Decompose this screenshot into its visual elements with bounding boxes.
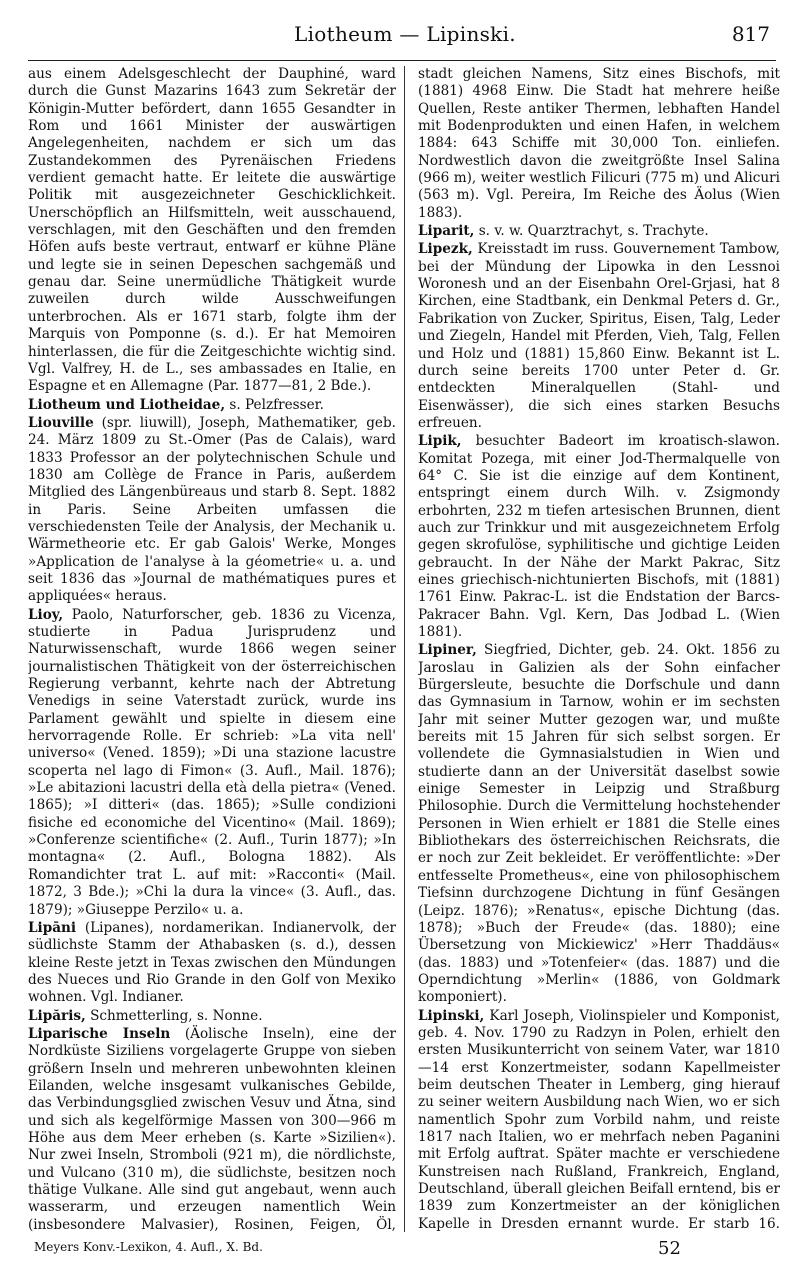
entry-text: Siegfried, Dichter, geb. 24. Okt. 1856 zu Jaroslau in Galizien als der Sohn einfacher Bürgersleute, besuchte die Dorfschule und dann das Gymnasium in Tarnow, wohin er im sechsten Jahr mit seiner Mutter gezogen war, und mußte bereits mit 15 Jahren für sich selbst sorgen. Er vollendete die Gymnasialstudien in Wien und studierte dann an der Universität daselbst sowie einige Semester in Leipzig und Straßburg Philosophie. Durch die Vermittelung hochstehender Personen in Wien erhielt er 1881 die Stelle eines Bibliothekars des österreichischen Reichsrats, die er noch zur Zeit bekleidet. Er veröffentlichte: »Der entfesselte Prometheus«, eine von philosophischem Tiefsinn durchzogene Dichtung in fünf Gesängen (Leipz. 1876); »Renatus«, epische Dichtung (das. 1878); »Buch der Freude« (das. 1880); eine Übersetzung von Mickiewicz' »Herr Thaddäus« (das. 1883) und »Totenfeier« (das. 1887) und die Operndichtung »Merlin« (1886, von Goldmark komponiert). [418, 642, 780, 1006]
entry-text: aus einem Adelsgeschlecht der Dauphiné, ward durch die Gunst Mazarins 1643 zum Sekretär der Königin-Mutter befördert, dann 1655 Gesandter in Rom und 1661 Minister der auswärtigen Angelegenheiten, nachdem er sich um das Zustandekommen des Pyrenäischen Friedens verdient gemacht hatte. Er leitete die auswärtige Politik mit ausgezeichneter Geschicklichkeit. Unerschöpflich an Hilfsmitteln, weit ausschauend, verschlagen, mit den Geschäften und den fremden Höfen aufs beste vertraut, entwarf er kühne Pläne und legte sie in seinen Depeschen sachgemäß und genau dar. Seine unermüdliche Thätigkeit wurde zuweilen durch wilde Ausschweifungen unterbrochen. Als er 1671 starb, folgte ihm der Marquis von Pomponne (s. d.). Er hat Memoiren hinterlassen, die für die Zeitgeschichte wichtig sind. Vgl. Valfrey, H. de L., ses ambassades en Italie, en Espagne et en Allemagne (Par. 1877—81, 2 Bde.). [28, 66, 396, 395]
entry-headword: Liotheum und Liotheidae, [28, 396, 226, 413]
entry-text: s. v. w. Quarztrachyt, s. Trachyte. [474, 223, 709, 240]
entry-text: Schmetterling, s. Nonne. [85, 1007, 263, 1024]
entry-text: (Äolische Inseln), eine der Nordküste Siziliens vorgelagerte Gruppe von sieben größern Inseln und mehreren unbewohnten kleinen Eilanden, welche insgesamt vulkanisches Gebilde, das Verbindungsglied zwischen Vesuv und Ätna, sind und sich als kegelförmige Massen von 300—966 m Höhe aus dem Meer erheben (s. Karte »Sizilien«). Nur zwei Inseln, Stromboli (921 m), die nördlichste, und Vulcano (310 m), die südlichste, besitzen noch thätige Vulkane. Alle sind gut angebaut, wenn auch wasserarm, und erzeugen namentlich Wein (insbesondere Malvasier), Rosinen, Feigen, Öl, [28, 1025, 396, 1232]
entry-headword: Liparische Inseln [28, 1025, 171, 1042]
entry-continuation [418, 66, 780, 222]
entry-headword: Liparit, [418, 223, 475, 240]
printer-signature: Meyers Konv.-Lexikon, 4. Aufl., X. Bd. [34, 1240, 263, 1254]
entry-headword: Liouville [28, 414, 94, 431]
sheet-number: 52 [658, 1238, 681, 1259]
entry-headword: Lipinski, [418, 1007, 485, 1024]
page-title: Liotheum — Lipinski. [294, 22, 516, 46]
header-rule [28, 60, 776, 61]
entry-headword: Lipāni [28, 919, 77, 936]
entry-liouville [28, 415, 396, 606]
entry-lipiner [418, 642, 780, 1006]
entry-lioy [28, 607, 396, 919]
page-footer [28, 1238, 776, 1262]
entry-continuation [28, 66, 396, 396]
entry-text: stadt gleichen Namens, Sitz eines Bischofs, mit (1881) 4968 Einw. Die Stadt hat mehrere heiße Quellen, Reste antiker Thermen, lebhaften Handel mit Bodenprodukten und einen Hafen, in welchem 1884: 643 Schiffe mit 30,000 Ton. einliefen. Nordwestlich davon die zweitgrößte Insel Salina (966 m), weiter westlich Filicuri (775 m) und Alicuri (563 m). Vgl. Pereira, Im Reiche des Äolus (Wien 1883). [418, 66, 780, 221]
entry-liparis [28, 1008, 396, 1025]
entry-lipik [418, 433, 780, 641]
column-divider [404, 66, 405, 1232]
entry-text: (Lipanes), nordamerikan. Indianervolk, der südlichste Stamm der Athabasken (s. d.), dessen kleine Reste jetzt in Texas zwischen den Mündungen des Nueces und Rio Grande in den Golf von Mexiko wohnen. Vgl. Indianer. [28, 919, 396, 1006]
entry-lipezk [418, 241, 780, 432]
entry-headword: Lipik, [418, 433, 462, 450]
entry-text: Paolo, Naturforscher, geb. 1836 zu Vicenza, studierte in Padua Jurisprudenz und Naturwissenschaft, wurde 1866 wegen seiner journalistischen Thätigkeit von der österreichischen Regierung verbannt, kehrte nach der Abtretung Venedigs in seine Vaterstadt zurück, wurde ins Parlament gewählt und spielte in diesem eine hervorragende Rolle. Er schrieb: »La vita nell' universo« (Vened. 1859); »Di una stazione lacustre scoperta nel lago di Fimon« (3. Aufl., Mail. 1876); »Le abitazioni lacustri della età della pietra« (Vened. 1865); »I ditteri« (das. 1865); »Sulle condizioni fisiche ed economiche del Vicentino« (Mail. 1869); »Conferenze scientifiche« (2. Aufl., Turin 1877); »In montagna« (2. Aufl., Bologna 1882). Als Romandichter trat L. auf mit: »Racconti« (Mail. 1872, 3 Bde.); »Chi la dura la vince« (3. Aufl., das. 1879); »Giuseppe Perzilo« u. a. [28, 606, 396, 918]
entry-lipani [28, 920, 396, 1007]
page-number: 817 [731, 22, 770, 46]
entry-text: Kreisstadt im russ. Gouvernement Tambow, bei der Mündung der Lipowka in den Lessnoi Woronesh und an der Eisenbahn Orel-Grjasi, hat 8 Kirchen, eine Stadtbank, ein Denkmal Peters d. Gr., Fabrikation von Zucker, Spiritus, Eisen, Talg, Leder und Ziegeln, Handel mit Pferden, Vieh, Talg, Fellen und Holz und (1881) 15,860 Einw. Bekannt ist L. durch seine bereits 1700 unter Peter d. Gr. entdeckten Mineralquellen (Stahl- und Eisenwässer), die sich eines starken Besuchs erfreuen. [418, 241, 780, 431]
left-column [28, 66, 396, 1232]
entry-headword: Lipiner, [418, 642, 477, 659]
entry-text: besuchter Badeort im kroatisch-slawon. Komitat Pozega, mit einer Jod-Thermalquelle von 64° C. Sie ist die einzige auf dem Kontinent, entspringt einem durch Wilh. v. Zsigmondy erbohrten, 232 m tiefen artesischen Brunnen, dient auch zur Trinkkur und mit ausgezeichnetem Erfolg gegen skrofulöse, syphilitische und gichtige Leiden gebraucht. In der Nähe der Markt Pakrac, Sitz eines griechisch-nichtunierten Bischofs, mit (1881) 1761 Einw. Pakrac-L. ist die Endstation der Barcs-Pakracer Bahn. Vgl. Kern, Das Jodbad L. (Wien 1881). [418, 433, 780, 640]
entry-liparische-inseln [28, 1026, 396, 1232]
right-column [418, 66, 780, 1232]
page-header [40, 22, 770, 62]
entry-text: (spr. liuwill), Joseph, Mathematiker, geb. 24. März 1809 zu St.-Omer (Pas de Calais), ward 1833 Professor an der polytechnischen Schule und 1830 am Collège de France in Paris, außerdem Mitglied des Längenbüreaus und starb 8. Sept. 1882 in Paris. Seine Arbeiten umfassen die verschiedensten Teile der Analysis, der Mechanik u. Wärmetheorie etc. Er gab Galois' Werke, Monges »Application de l'analyse à la géometrie« u. a. und seit 1836 das »Journal de mathématiques pures et appliquées« heraus. [28, 414, 396, 605]
entry-liparit [418, 223, 780, 240]
entry-text: s. Pelzfresser. [225, 396, 325, 413]
entry-text: Karl Joseph, Violinspieler und Komponist, geb. 4. Nov. 1790 zu Radzyn in Polen, erhielt den ersten Musikunterricht von seinem Vater, war 1810—14 erst Konzertmeister, sodann Kapellmeister beim deutschen Theater in Lemberg, ging hierauf zu seiner weitern Ausbildung nach Wien, wo er sich namentlich Spohr zum Vorbild nahm, und reiste 1817 nach Italien, wo er mehrfach neben Paganini mit Erfolg auftrat. Später machte er verschiedene Kunstreisen nach Rußland, Frankreich, England, Deutschland, überall gleichen Beifall erntend, bis er 1839 zum Konzertmeister an der königlichen Kapelle in Dresden ernannt wurde. Er starb 16. [418, 1007, 780, 1232]
entry-liotheum [28, 397, 396, 414]
entry-headword: Lipăris, [28, 1007, 86, 1024]
entry-lipinski [418, 1008, 780, 1232]
entry-headword: Lioy, [28, 606, 64, 623]
entry-headword: Lipezk, [418, 241, 473, 258]
